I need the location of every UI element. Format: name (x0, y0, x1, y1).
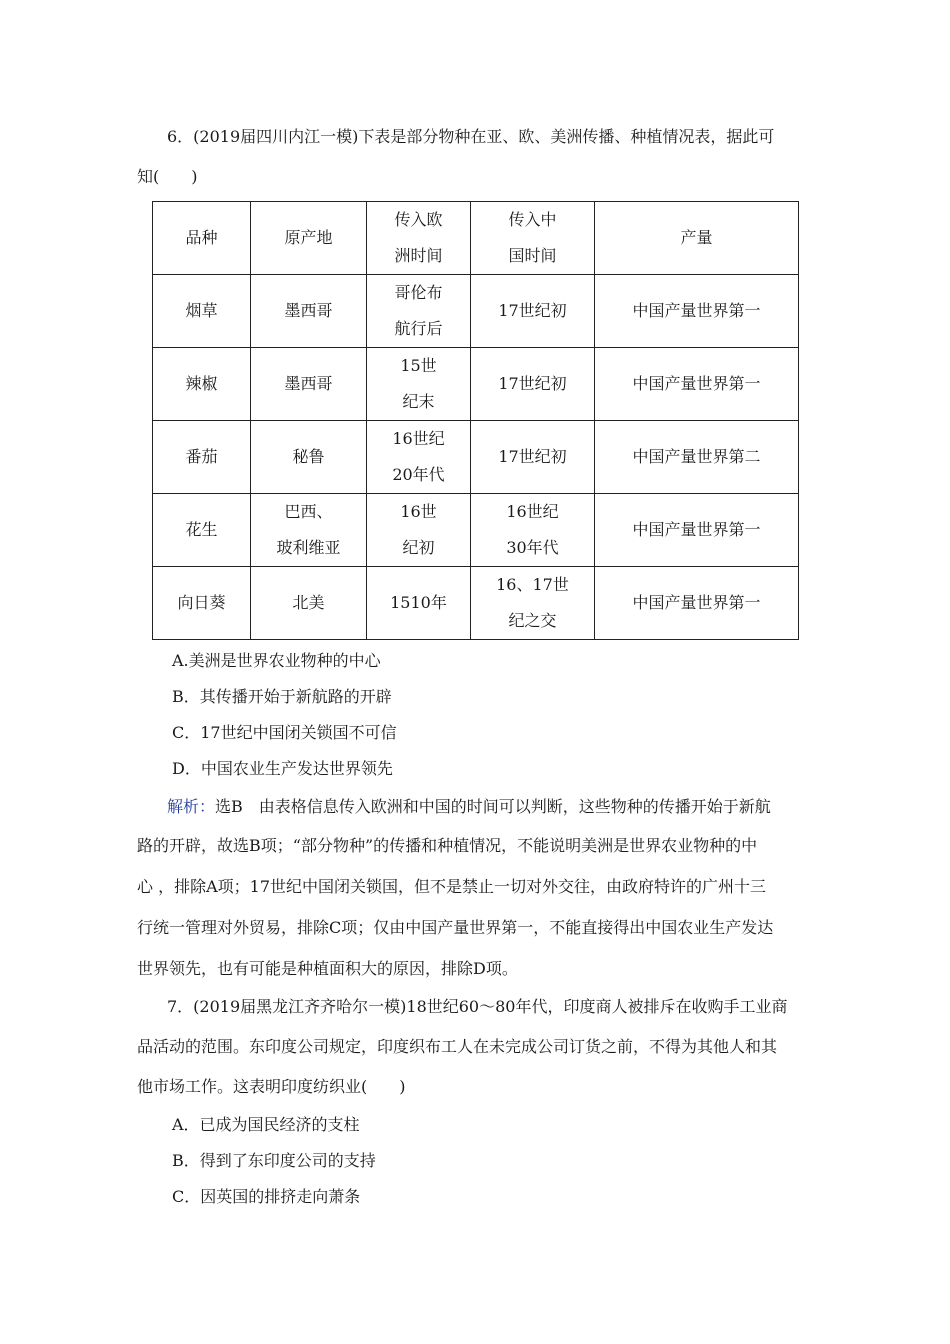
table-cell-line-1: 15世 (400, 356, 437, 375)
question-7-stem-line-1: 7．(2019届黑龙江齐齐哈尔一模)18世纪60～80年代，印度商人被排斥在收购手工业商 (167, 997, 788, 1016)
table-cell-line-2: 纪初 (402, 538, 435, 557)
table-cell: 辣椒 (153, 348, 251, 421)
table-cell: 花生 (153, 494, 251, 567)
table-header-row (153, 202, 799, 275)
q7-option-b: B．得到了东印度公司的支持 (172, 1151, 376, 1170)
table-cell: 烟草 (153, 275, 251, 348)
table-cell: 中国产量世界第一 (595, 567, 799, 640)
table-cell: 17世纪初 (471, 348, 595, 421)
q6-option-b: B．其传播开始于新航路的开辟 (172, 687, 392, 706)
question-7-stem-line-3: 他市场工作。这表明印度纺织业( ) (137, 1077, 406, 1096)
table-cell: 17世纪初 (471, 421, 595, 494)
table-header-cell-line-2: 洲时间 (394, 246, 443, 265)
table-header-cell: 产量 (595, 202, 799, 275)
table-cell-line-1: 16、17世 (496, 575, 569, 594)
table-cell (251, 494, 367, 567)
q7-option-a: A．已成为国民经济的支柱 (172, 1115, 360, 1134)
table-cell-line-2: 航行后 (394, 319, 443, 338)
explanation-line-4: 行统一管理对外贸易，排除C项；仅由中国产量世界第一，不能直接得出中国农业生产发达 (137, 918, 774, 937)
table-cell: 中国产量世界第一 (595, 275, 799, 348)
table-row (153, 494, 799, 567)
table-header-cell-line-1: 传入中 (508, 210, 557, 229)
table-cell-line-2: 纪之交 (508, 611, 557, 630)
table-cell: 秘鲁 (251, 421, 367, 494)
table-row (153, 348, 799, 421)
question-6-stem-line-1: 6．(2019届四川内江一模)下表是部分物种在亚、欧、美洲传播、种植情况表，据此可 (167, 127, 775, 146)
table-header-cell-line-1: 传入欧 (394, 210, 443, 229)
table-cell (367, 275, 471, 348)
table-cell-line-1: 16世纪 (506, 502, 559, 521)
table-cell-line-2: 玻利维亚 (276, 538, 341, 557)
table-cell (367, 421, 471, 494)
table-cell-line-2: 纪末 (402, 392, 435, 411)
table-cell: 向日葵 (153, 567, 251, 640)
table-cell: 中国产量世界第一 (595, 494, 799, 567)
table-header-cell (471, 202, 595, 275)
table-cell (367, 348, 471, 421)
explanation-label: 解析： (167, 797, 216, 816)
explanation-line-3: 心 ，排除A项；17世纪中国闭关锁国，但不是禁止一切对外交往，由政府特许的广州十三 (137, 877, 767, 896)
table-cell (471, 494, 595, 567)
species-table (152, 201, 799, 640)
q6-option-d: D．中国农业生产发达世界领先 (172, 759, 393, 778)
table-cell (367, 494, 471, 567)
q7-option-c: C．因英国的排挤走向萧条 (172, 1187, 361, 1206)
table-row (153, 421, 799, 494)
table-cell: 墨西哥 (251, 275, 367, 348)
explanation-line-5: 世界领先，也有可能是种植面积大的原因，排除D项。 (137, 959, 518, 978)
table-cell: 中国产量世界第二 (595, 421, 799, 494)
question-6-stem-line-2: 知( ) (137, 167, 198, 186)
table-header-cell: 原产地 (251, 202, 367, 275)
table-cell-line-1: 16世 (400, 502, 437, 521)
table-header-cell (367, 202, 471, 275)
explanation-line-1-text: 选B 由表格信息传入欧洲和中国的时间可以判断，这些物种的传播开始于新航 (215, 797, 771, 816)
question-7-stem-line-2: 品活动的范围。东印度公司规定，印度织布工人在未完成公司订货之前，不得为其他人和其 (137, 1037, 778, 1056)
table-header-cell: 品种 (153, 202, 251, 275)
table-cell: 北美 (251, 567, 367, 640)
table-cell (471, 567, 595, 640)
table-cell: 中国产量世界第一 (595, 348, 799, 421)
table-cell: 1510年 (367, 567, 471, 640)
q6-option-a: A.美洲是世界农业物种的中心 (172, 651, 381, 670)
table-row (153, 275, 799, 348)
table-cell: 墨西哥 (251, 348, 367, 421)
explanation-line-2: 路的开辟，故选B项；“部分物种”的传播和种植情况，不能说明美洲是世界农业物种的中 (137, 836, 758, 855)
table-cell: 番茄 (153, 421, 251, 494)
table-cell-line-1: 哥伦布 (394, 283, 443, 302)
table-cell-line-1: 16世纪 (392, 429, 445, 448)
table-cell-line-1: 巴西、 (284, 502, 333, 521)
table-cell-line-2: 20年代 (392, 465, 445, 484)
table-row (153, 567, 799, 640)
explanation-line-1 (167, 797, 771, 817)
table-cell: 17世纪初 (471, 275, 595, 348)
q6-option-c: C．17世纪中国闭关锁国不可信 (172, 723, 397, 742)
table-cell-line-2: 30年代 (506, 538, 559, 557)
table-header-cell-line-2: 国时间 (508, 246, 557, 265)
